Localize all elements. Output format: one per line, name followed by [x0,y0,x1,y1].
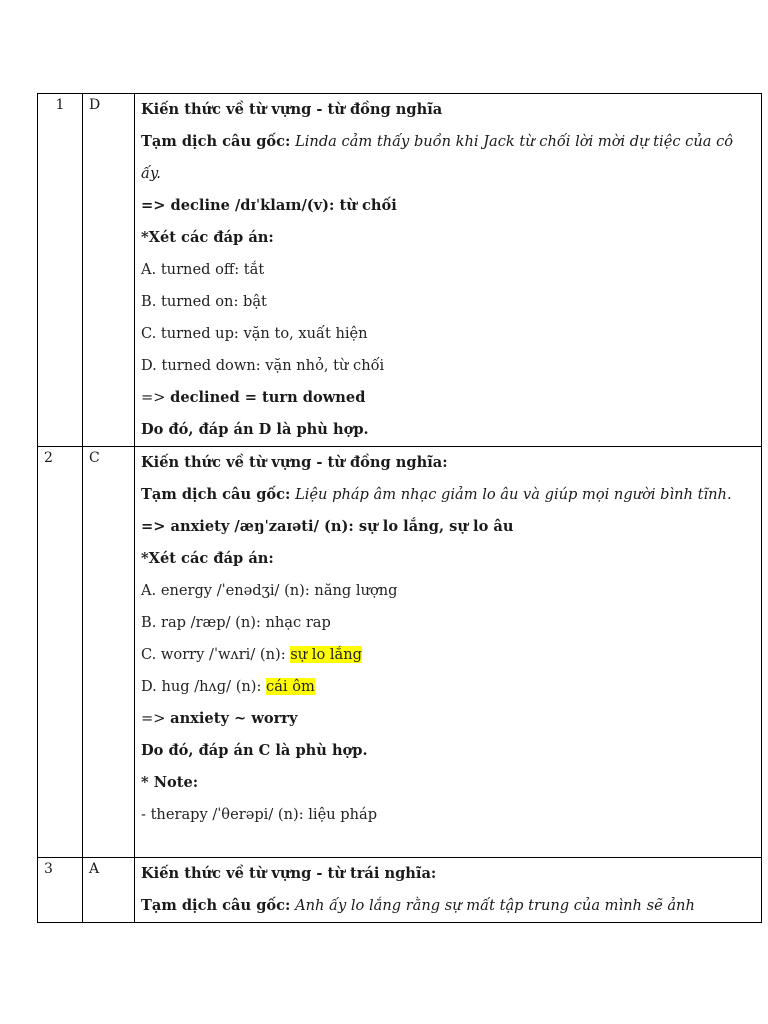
question-number: 2 [38,447,83,858]
section-title: Kiến thức về từ vựng - từ trái nghĩa: [141,865,437,882]
final-answer-line: Do đó, đáp án D là phù hợp. [141,421,369,438]
explanation-cell [135,447,762,858]
answer-letter: C [83,447,135,858]
option-c-highlight: sự lo lắng [290,646,362,663]
conclusion-prefix: => [141,710,171,727]
option-d-highlight: cái ôm [266,678,315,695]
translation-line [141,479,755,511]
explanation-cell [135,94,762,447]
translation-line [141,126,755,190]
option-b: B. turned on: bật [141,293,267,310]
answer-letter: D [83,94,135,447]
options-label: *Xét các đáp án: [141,550,274,567]
explanation-cell [135,858,762,923]
section-title: Kiến thức về từ vựng - từ đồng nghĩa: [141,454,448,471]
option-a: A. energy /ˈenədʒi/ (n): năng lượng [141,582,398,599]
question-number: 3 [38,858,83,923]
option-d-text: D. hug /hʌɡ/ (n): [141,678,267,695]
translation-line [141,890,755,922]
answer-letter: A [83,858,135,923]
option-c-text: C. worry /ˈwʌri/ (n): [141,646,291,663]
options-label: *Xét các đáp án: [141,229,274,246]
option-d: D. turned down: vặn nhỏ, từ chối [141,357,385,374]
option-d [141,671,755,703]
table-row [38,447,762,858]
conclusion-line [141,382,755,414]
translation-label: Tạm dịch câu gốc: [141,133,291,150]
note-text: - therapy /ˈθerəpi/ (n): liệu pháp [141,806,378,823]
option-b: B. rap /ræp/ (n): nhạc rap [141,614,331,631]
conclusion-line [141,703,755,735]
keyword-line: => decline /dɪˈklaɪn/(v): từ chối [141,197,397,214]
section-title: Kiến thức về từ vựng - từ đồng nghĩa [141,101,443,118]
table-row [38,94,762,447]
translation-text: Liệu pháp âm nhạc giảm lo âu và giúp mọi người bình tĩnh. [295,486,732,503]
conclusion-text: anxiety ~ worry [170,710,298,727]
question-number: 1 [38,94,83,447]
translation-label: Tạm dịch câu gốc: [141,897,291,914]
answer-key-table [37,93,762,923]
translation-text: Linda cảm thấy buồn khi Jack từ chối lời mời dự tiệc của cô ấy. [141,133,734,182]
keyword-line: => anxiety /æŋˈzaɪəti/ (n): sự lo lắng, sự lo âu [141,518,514,535]
table-row [38,858,762,923]
option-c: C. turned up: vặn to, xuất hiện [141,325,368,342]
conclusion-prefix: => [141,389,171,406]
option-a: A. turned off: tắt [141,261,265,278]
note-label: * Note: [141,774,199,791]
translation-text: Anh ấy lo lắng rằng sự mất tập trung của mình sẽ ảnh [295,897,695,914]
option-c [141,639,755,671]
conclusion-text: declined = turn downed [170,389,366,406]
final-answer-line: Do đó, đáp án C là phù hợp. [141,742,368,759]
translation-label: Tạm dịch câu gốc: [141,486,291,503]
